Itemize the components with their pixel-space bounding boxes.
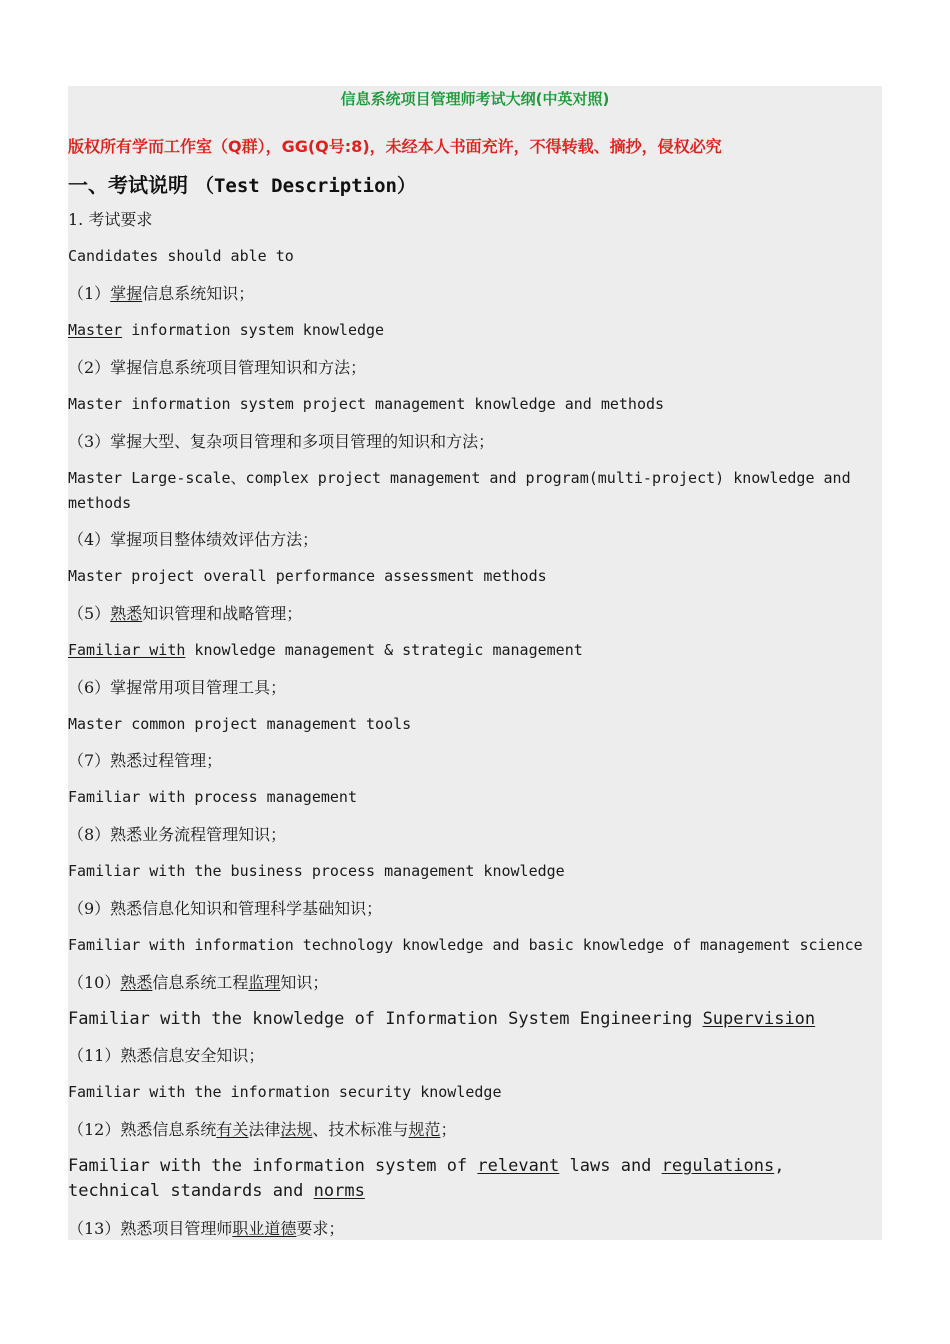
requirement-3-cn: （3）掌握大型、复杂项目管理和多项目管理的知识和方法；	[68, 432, 495, 451]
requirement-9-cn: （9）熟悉信息化知识和管理科学基础知识；	[68, 899, 383, 918]
copyright-notice: 版权所有学而工作室（Q群），GG(Q号:8)，未经本人书面充许，不得转载、摘抄，侵权必究	[68, 137, 722, 156]
requirement-6-en: Master common project management tools	[68, 715, 412, 733]
requirement-9-en: Familiar with information technology knowledge and basic knowledge of management science	[68, 936, 863, 954]
requirement-4-cn: （4）掌握项目整体绩效评估方法；	[68, 530, 319, 549]
requirement-11-cn: （11）熟悉信息安全知识；	[68, 1046, 265, 1065]
requirement-4-en: Master project overall performance assessment methods	[68, 567, 547, 585]
intro-text: Candidates should able to	[68, 247, 294, 265]
requirement-11-en: Familiar with the information security knowledge	[68, 1083, 502, 1101]
requirement-3-en: Master Large-scale、complex project management and program(multi-project) knowledge and methods	[68, 469, 860, 512]
requirement-2-cn: （2）掌握信息系统项目管理知识和方法；	[68, 358, 367, 377]
section-heading	[68, 169, 416, 198]
requirement-12-cn: （12）熟悉信息系统有关法律法规、技术标准与规范；	[68, 1120, 457, 1139]
requirement-12-en: Familiar with the information system of relevant laws and regulations, technical standards and norms	[68, 1156, 795, 1201]
requirement-13-cn: （13）熟悉项目管理师职业道德要求；	[68, 1219, 345, 1238]
requirement-2-en: Master information system project management knowledge and methods	[68, 395, 665, 413]
requirement-7-cn: （7）熟悉过程管理；	[68, 751, 223, 770]
document-title: 信息系统项目管理师考试大纲(中英对照)	[340, 90, 610, 108]
requirement-10-cn: （10）熟悉信息系统工程监理知识；	[68, 973, 329, 992]
requirement-5-en: Familiar with knowledge management & strategic management	[68, 641, 583, 659]
requirement-6-cn: （6）掌握常用项目管理工具；	[68, 678, 287, 697]
requirement-1-en: Master information system knowledge	[68, 321, 385, 339]
requirement-5-cn: （5）熟悉知识管理和战略管理；	[68, 604, 303, 623]
requirement-8-en: Familiar with the business process management knowledge	[68, 862, 565, 880]
section-heading-cn: 一、考试说明	[68, 173, 188, 197]
requirement-10-en: Familiar with the knowledge of Information System Engineering Supervision	[68, 1009, 816, 1029]
requirement-1-cn: （1）掌握信息系统知识；	[68, 284, 255, 303]
requirement-7-en: Familiar with process management	[68, 788, 357, 806]
subsection-title: 1. 考试要求	[68, 210, 153, 229]
section-heading-en: （Test Description）	[194, 175, 416, 197]
requirement-8-cn: （8）熟悉业务流程管理知识；	[68, 825, 287, 844]
